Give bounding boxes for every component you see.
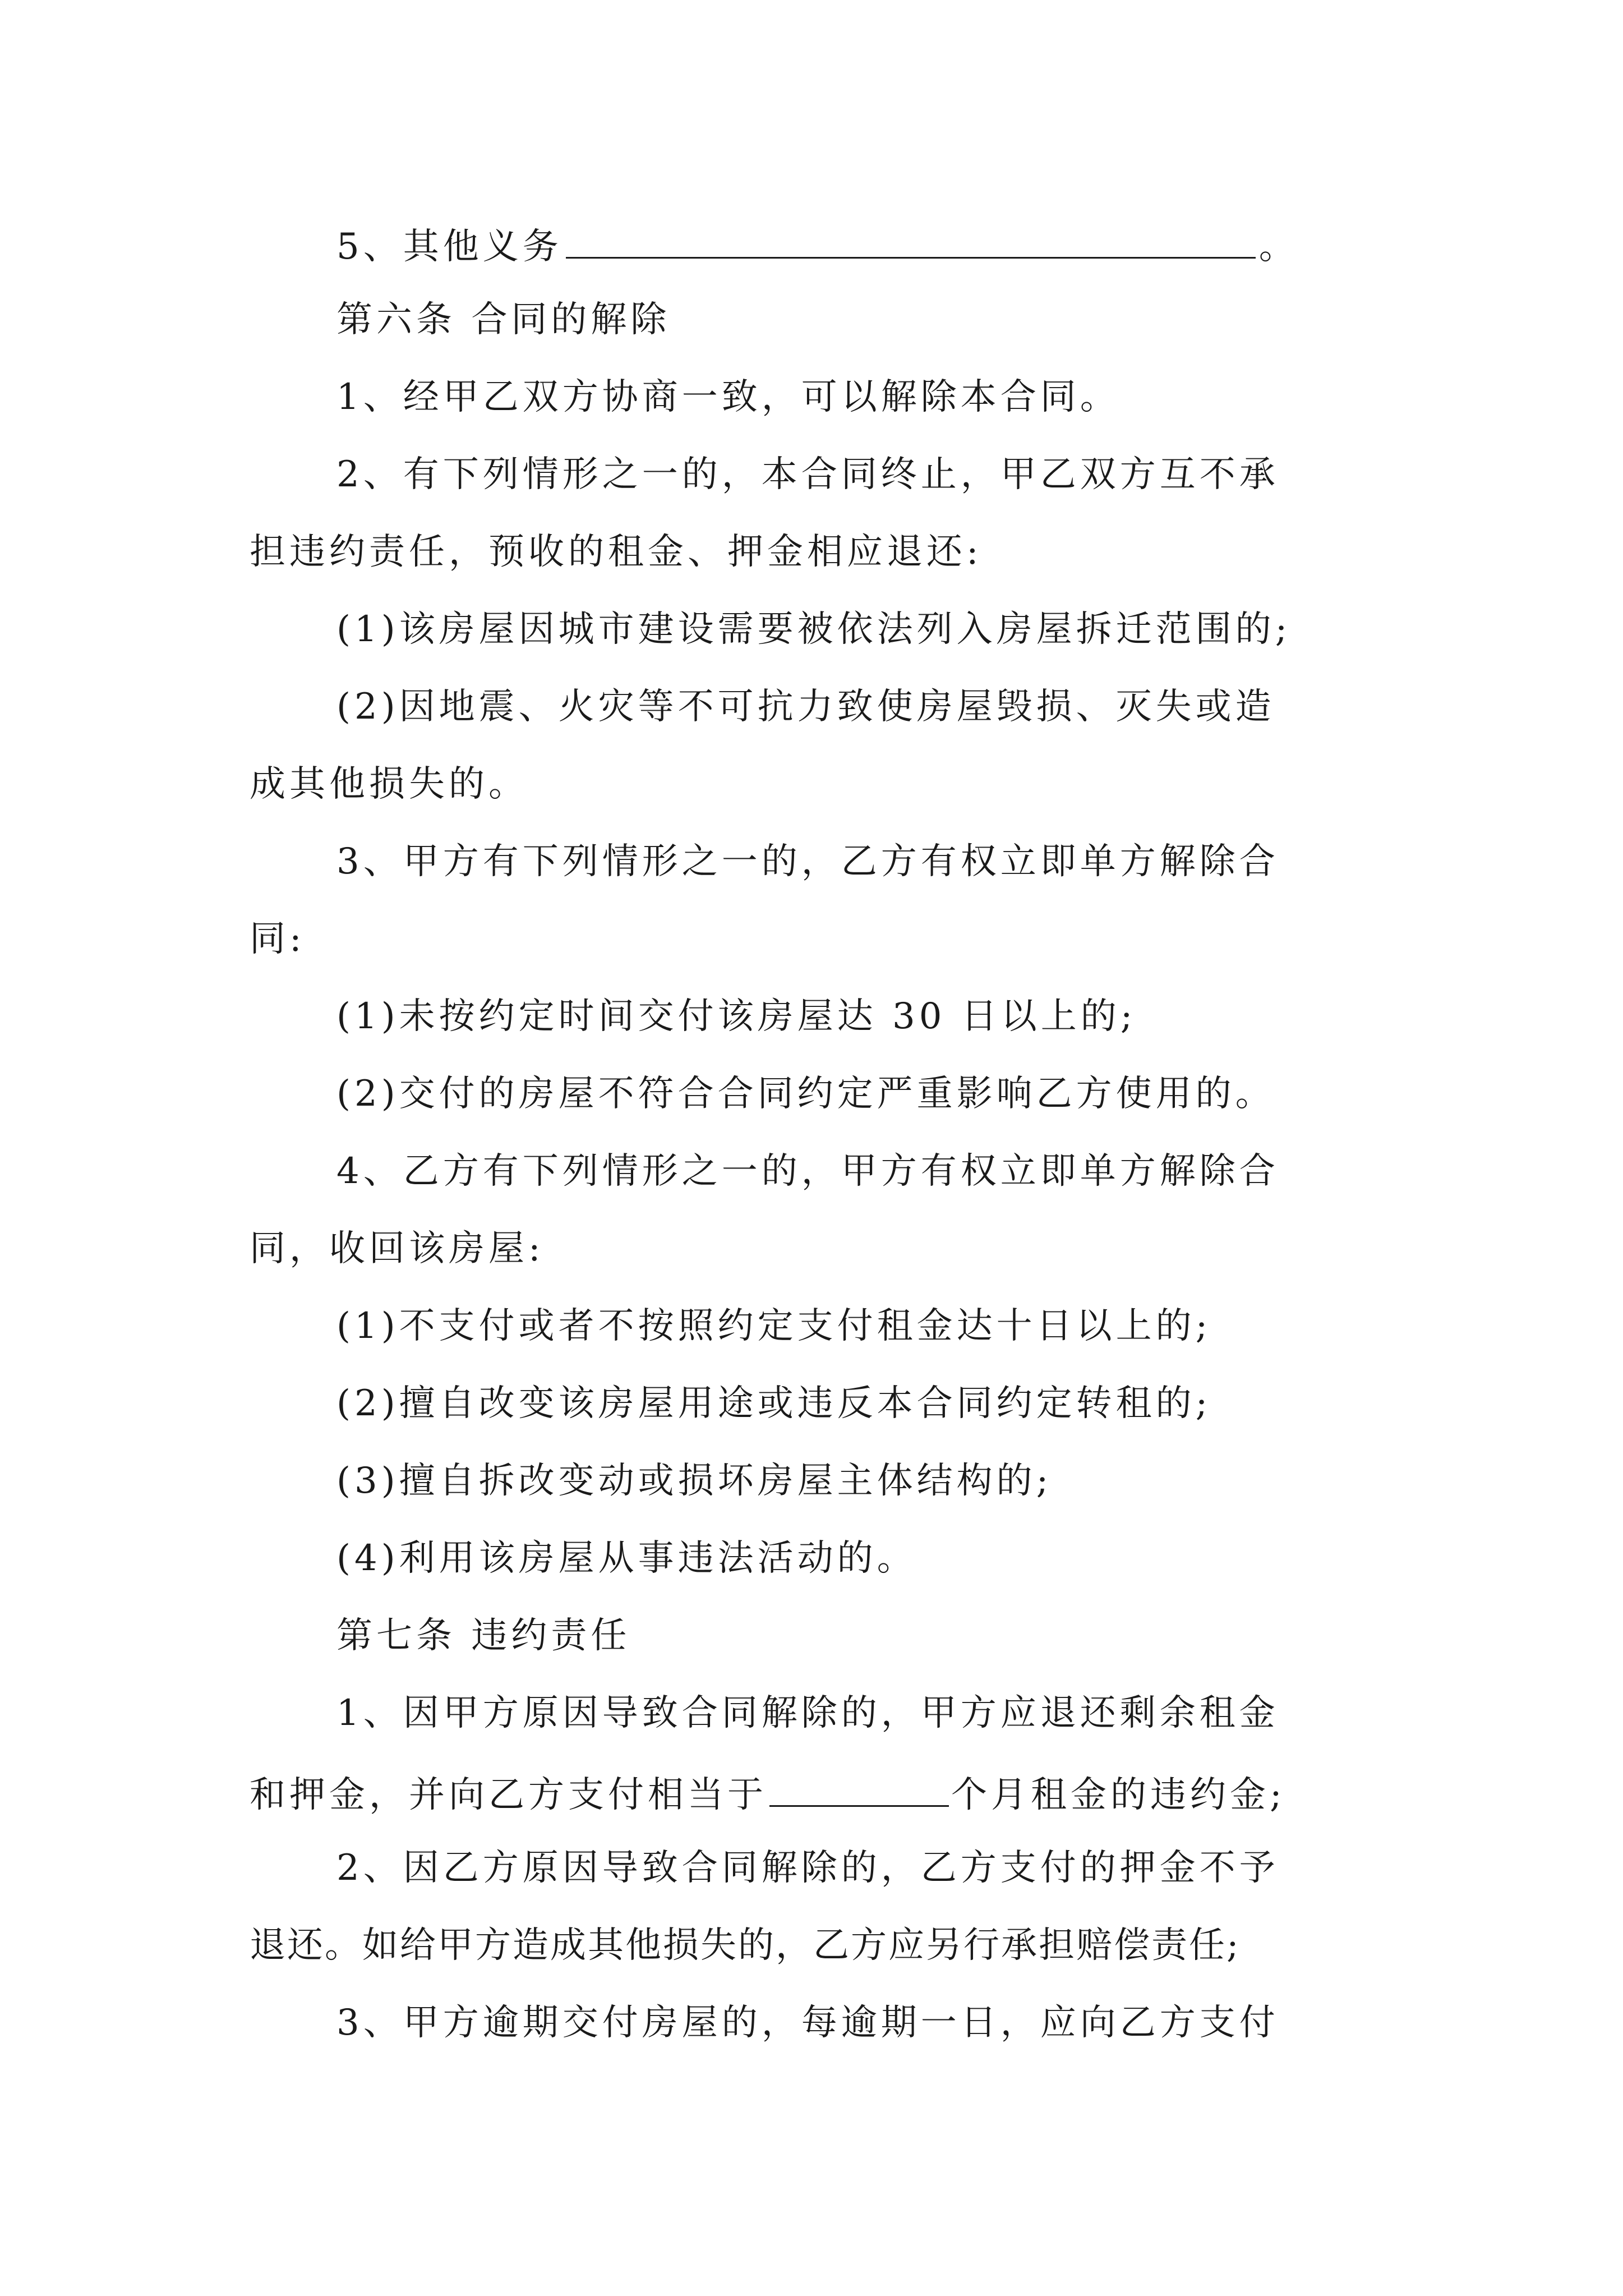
paragraph-line: (2)擅自改变该房屋用途或违反本合同约定转租的; — [336, 1383, 1212, 1424]
paragraph-line: 同: — [250, 918, 306, 960]
fill-in-blank[interactable] — [566, 224, 1256, 259]
paragraph-line: (2)交付的房屋不符合合同约定严重影响乙方使用的。 — [336, 1073, 1275, 1115]
paragraph-line: 1、因甲方原因导致合同解除的，甲方应退还剩余租金 — [336, 1692, 1279, 1734]
section-heading-article-6: 第六条 合同的解除 — [336, 299, 671, 341]
paragraph-line: (1)未按约定时间交付该房屋达 30 日以上的; — [336, 996, 1137, 1037]
paragraph-line: 担违约责任，预收的租金、押金相应退还: — [250, 531, 983, 573]
paragraph-line-with-blank — [250, 1773, 1286, 1816]
paragraph-line: 1、经甲乙双方协商一致，可以解除本合同。 — [336, 376, 1120, 418]
paragraph-line: 3、甲方逾期交付房屋的，每逾期一日，应向乙方支付 — [336, 2002, 1279, 2044]
clause-text: 和押金，并向乙方支付相当于 — [250, 1774, 767, 1816]
paragraph-line: (1)该房屋因城市建设需要被依法列入房屋拆迁范围的; — [336, 609, 1292, 650]
paragraph-line: 3、甲方有下列情形之一的，乙方有权立即单方解除合 — [336, 841, 1279, 882]
paragraph-line: (3)擅自拆改变动或损坏房屋主体结构的; — [336, 1460, 1053, 1502]
clause-text: 。 — [1258, 226, 1299, 268]
paragraph-line: 成其他损失的。 — [250, 763, 528, 805]
paragraph-line: 2、有下列情形之一的，本合同终止，甲乙双方互不承 — [336, 454, 1279, 495]
paragraph-line: 4、乙方有下列情形之一的，甲方有权立即单方解除合 — [336, 1151, 1279, 1192]
clause-5-other-obligations — [336, 224, 1299, 268]
paragraph-line: 退还。如给甲方造成其他损失的，乙方应另行承担赔偿责任; — [250, 1925, 1241, 1966]
section-heading-article-7: 第七条 违约责任 — [336, 1615, 631, 1657]
paragraph-line: 2、因乙方原因导致合同解除的，乙方支付的押金不予 — [336, 1847, 1279, 1889]
paragraph-line: (2)因地震、火灾等不可抗力致使房屋毁损、灭失或造 — [336, 686, 1275, 728]
paragraph-line: 同，收回该房屋: — [250, 1228, 545, 1269]
clause-text: 个月租金的违约金; — [951, 1774, 1286, 1816]
paragraph-line: (4)利用该房屋从事违法活动的。 — [336, 1538, 917, 1579]
clause-text: 5、其他义务 — [336, 226, 562, 268]
paragraph-line: (1)不支付或者不按照约定支付租金达十日以上的; — [336, 1305, 1212, 1347]
fill-in-blank[interactable] — [769, 1773, 949, 1807]
